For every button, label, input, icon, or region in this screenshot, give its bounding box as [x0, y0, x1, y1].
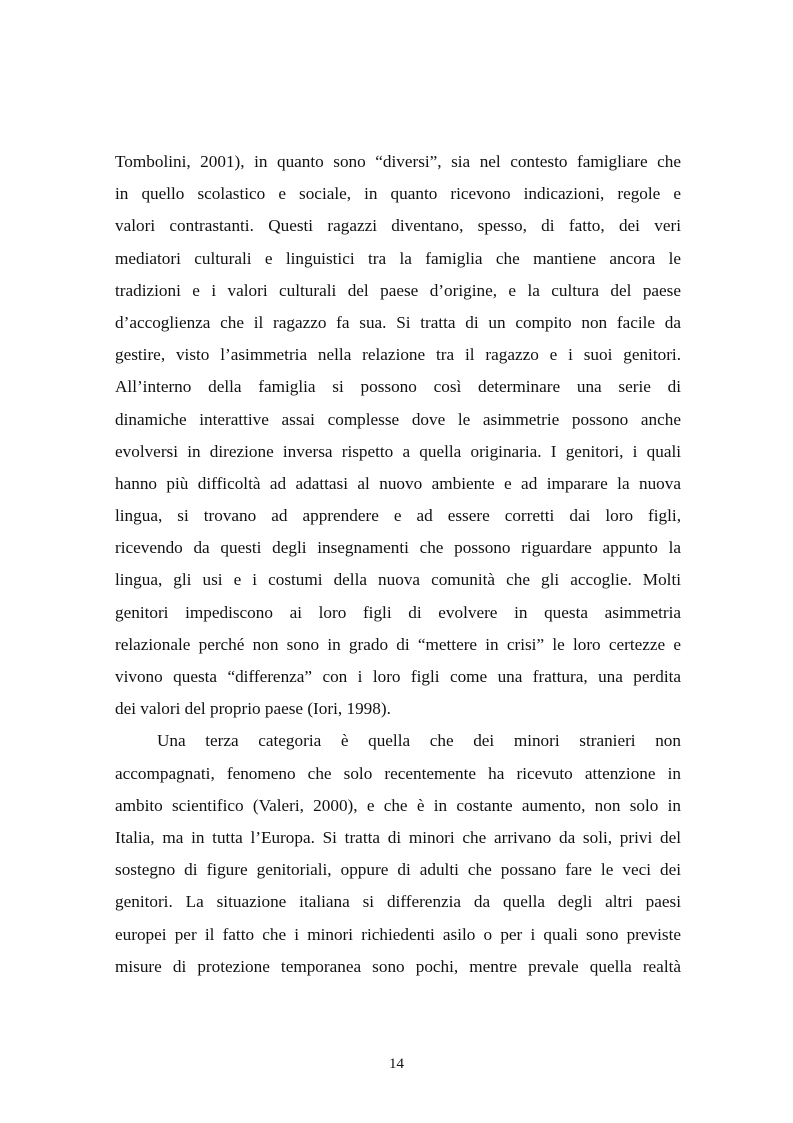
text-line: lingua, gli usi e i costumi della nuova comunità che gli accoglie. Molti: [115, 570, 681, 590]
text-line: sostegno di figure genitoriali, oppure di adulti che possano fare le veci dei: [115, 860, 681, 880]
text-line: europei per il fatto che i minori richiedenti asilo o per i quali sono previste: [115, 924, 681, 944]
text-line: mediatori culturali e linguistici tra la famiglia che mantiene ancora le: [115, 248, 681, 268]
paragraph-1: [115, 146, 681, 725]
text-line: vivono questa “differenza” con i loro figli come una frattura, una perdita: [115, 667, 681, 686]
text-line: ambito scientifico (Valeri, 2000), e che è in costante aumento, non solo in: [115, 795, 681, 815]
text-line: lingua, si trovano ad apprendere e ad essere corretti dai loro figli,: [115, 506, 681, 526]
page-number: 14: [389, 1056, 404, 1072]
text-line: gestire, visto l’asimmetria nella relazione tra il ragazzo e i suoi genitori.: [115, 345, 681, 365]
text-line: genitori impediscono ai loro figli di evolvere in questa asimmetria: [115, 602, 681, 622]
text-line: dei valori del proprio paese (Iori, 1998).: [115, 699, 391, 719]
text-line: valori contrastanti. Questi ragazzi diventano, spesso, di fatto, dei veri: [115, 216, 681, 236]
text-line: d’accoglienza che il ragazzo fa sua. Si tratta di un compito non facile da: [115, 312, 681, 332]
text-line: in quello scolastico e sociale, in quanto ricevono indicazioni, regole e: [115, 184, 681, 204]
text-line: ricevendo da questi degli insegnamenti che possono riguardare appunto la: [115, 538, 681, 558]
text-line: relazionale perché non sono in grado di “mettere in crisi” le loro certezze e: [115, 634, 681, 654]
text-line: misure di protezione temporanea sono pochi, mentre prevale quella realtà: [115, 956, 681, 976]
paragraph-2: [115, 725, 681, 983]
text-line: Tombolini, 2001), in quanto sono “diversi”, sia nel contesto famigliare che: [115, 152, 681, 171]
text-line: tradizioni e i valori culturali del paese d’origine, e la cultura del paese: [115, 280, 681, 300]
page-body-text: [115, 146, 681, 983]
text-line: evolversi in direzione inversa rispetto a quella originaria. I genitori, i quali: [115, 441, 681, 461]
text-line: genitori. La situazione italiana si differenzia da quella degli altri paesi: [115, 892, 681, 912]
text-line: dinamiche interattive assai complesse dove le asimmetrie possono anche: [115, 409, 681, 429]
text-line: All’interno della famiglia si possono così determinare una serie di: [115, 377, 681, 397]
text-line: Una terza categoria è quella che dei minori stranieri non: [157, 731, 681, 751]
text-line: accompagnati, fenomeno che solo recentemente ha ricevuto attenzione in: [115, 763, 681, 783]
text-line: hanno più difficoltà ad adattasi al nuovo ambiente e ad imparare la nuova: [115, 473, 681, 493]
text-line: Italia, ma in tutta l’Europa. Si tratta di minori che arrivano da soli, privi del: [115, 827, 681, 847]
